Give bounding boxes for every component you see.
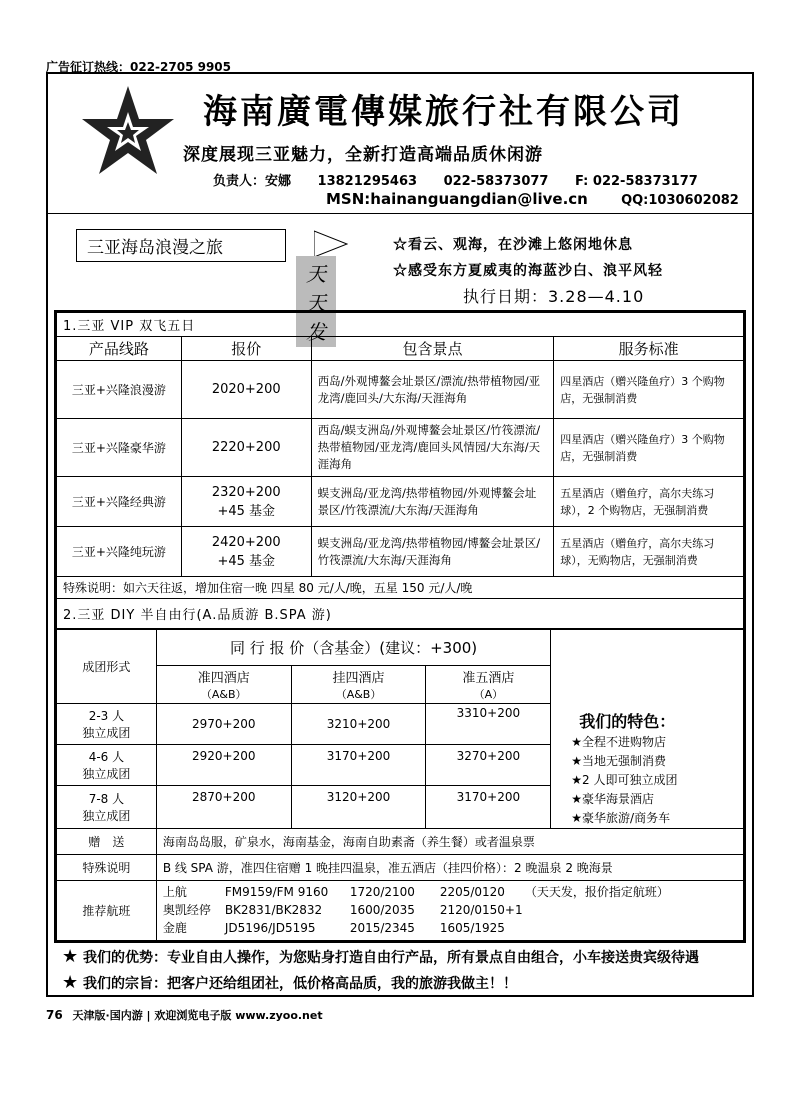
flight-no: FM9159/FM 9160 (224, 885, 329, 899)
time-out: 1600/2035 (349, 903, 415, 917)
group-count: 2-3 人 (88, 708, 125, 723)
group-count: 4-6 人 (88, 749, 125, 764)
feature-item: ★当地无强制消费 (571, 753, 667, 768)
hotel-name: 挂四酒店 (332, 671, 385, 686)
vip-note: 特殊说明：如六天往返，增加住宿一晚 四星 80 元/人/晚，五星 150 元/人/晚 (57, 577, 744, 599)
col-header-price: 报价 (181, 337, 311, 361)
product-line: 三亚+兴隆豪华游 (57, 419, 182, 477)
price: 3170+200 (426, 785, 551, 828)
hotel-col (426, 666, 551, 704)
features-title: 我们的特色： (579, 711, 676, 731)
hotel-name: 准五酒店 (462, 671, 515, 686)
price: 3310+200 (426, 704, 551, 745)
price-cell (181, 419, 311, 477)
group-size (57, 704, 157, 745)
flights (156, 880, 743, 940)
price: 2970+200 (156, 704, 291, 745)
company-name: 海南廣電傳媒旅行社有限公司 (203, 92, 684, 132)
flight-row (163, 883, 743, 901)
feature-item: ★全程不进购物店 (571, 734, 667, 749)
group-label: 成团形式 (57, 630, 157, 704)
flight-note: （天天发，报价指定航班） (524, 885, 669, 899)
group-size (57, 785, 157, 828)
star-icon: ★ (62, 972, 79, 993)
gift: 海南岛岛服，矿泉水，海南基金，海南自助素斋（养生餐）或者温泉票 (156, 828, 743, 854)
flight-no: BK2831/BK2832 (224, 903, 323, 917)
table-row (57, 477, 744, 527)
star-logo-icon (78, 84, 178, 184)
product-line: 三亚+兴隆经典游 (57, 477, 182, 527)
price-cell (181, 361, 311, 419)
price-cell (181, 527, 311, 577)
slogan: 深度展现三亚魅力，全新打造高端品质休闲游 (183, 145, 543, 165)
msn: MSN:hainanguangdian@live.cn (326, 190, 588, 208)
daily-badge: 天天发 (296, 256, 336, 347)
airline: 金鹿 (162, 921, 187, 935)
advantage-line (62, 946, 699, 967)
feature-item: ★豪华旅游/商务车 (571, 810, 671, 825)
price-cell (181, 477, 311, 527)
col-header-line: 产品线路 (57, 337, 182, 361)
spots: 西岛/外观博鳌会址景区/漂流/热带植物园/亚龙湾/鹿回头/大东海/天涯海角 (311, 361, 554, 419)
diy-section-title: 2.三亚 DIY 半自由行(A.品质游 B.SPA 游) (57, 599, 744, 629)
service: 五星酒店（赠鱼疗，高尔夫练习球），2 个购物店，无强制消费 (554, 477, 744, 527)
header (48, 74, 752, 214)
airline: 奥凯经停 (162, 903, 211, 917)
manager: 负责人：安娜 (213, 174, 292, 189)
price: 2020+200 (211, 382, 281, 397)
page-number: 76 (46, 1008, 63, 1022)
table-row (57, 704, 744, 745)
price-fund: +45 基金 (217, 553, 276, 569)
features-spacer (551, 630, 744, 704)
price: 2920+200 (156, 744, 291, 785)
special-note: B 线 SPA 游，准四住宿赠 1 晚挂四温泉，准五酒店（挂四价格）：2 晚温泉 2 晚海景 (156, 854, 743, 880)
feature-item: ★豪华海景酒店 (571, 791, 655, 806)
hotel-type: （A） (473, 688, 504, 701)
hotel-name: 准四酒店 (197, 671, 250, 686)
group-size (57, 744, 157, 785)
table-row (57, 527, 744, 577)
time-back: 2120/0150+1 (439, 903, 523, 917)
service: 五星酒店（赠鱼疗，高尔夫练习球），无购物店，无强制消费 (554, 527, 744, 577)
ad-hotline: 广告征订热线：022-2705 9905 (46, 60, 232, 74)
table-row (57, 419, 744, 477)
diy-table (56, 629, 744, 941)
price: 2320+200 (211, 484, 281, 500)
hotel-type: （A&B） (335, 688, 382, 701)
flight-no: JD5196/JD5195 (224, 921, 316, 935)
features-box (551, 704, 744, 829)
special-label: 特殊说明 (57, 854, 157, 880)
col-header-service: 服务标准 (554, 337, 744, 361)
qq: QQ:1030602082 (621, 193, 739, 208)
mission-line (62, 972, 517, 993)
star-icon: ★ (62, 946, 79, 967)
footer-text[interactable]: 天津版·国内游 | 欢迎浏览电子版 www.zyoo.net (72, 1009, 323, 1022)
price-tables (54, 310, 746, 943)
ad-frame (46, 72, 754, 997)
phone-mobile: 13821295463 (317, 174, 418, 189)
price: 3170+200 (291, 744, 426, 785)
col-header-spots: 包含景点 (311, 337, 554, 361)
group-count: 7-8 人 (88, 791, 125, 806)
hotel-col (291, 666, 426, 704)
time-out: 2015/2345 (349, 921, 415, 935)
arrow-icon (314, 230, 348, 258)
contact-line (213, 170, 720, 189)
spots: 蜈支洲岛/亚龙湾/热带植物园/博鳌会址景区/竹筏漂流/大东海/天涯海角 (311, 527, 554, 577)
execution-period: 执行日期：3.28—4.10 (463, 287, 645, 306)
price: 3210+200 (291, 704, 426, 745)
airline: 上航 (162, 885, 187, 899)
time-back: 1605/1925 (439, 921, 505, 935)
contact-online (326, 190, 739, 208)
feature-item: ★2 人即可独立成团 (571, 772, 678, 787)
advantage-text: 我们的优势：专业自由人操作，为您贴身打造自由行产品，所有景点自由组合，小车接送贵宾级待遇 (83, 950, 700, 966)
hotel-type: （A&B） (200, 688, 247, 701)
price: 3270+200 (426, 744, 551, 785)
product-line: 三亚+兴隆浪漫游 (57, 361, 182, 419)
mission-text: 我们的宗旨：把客户还给组团社，低价格高品质，我的旅游我做主！！ (83, 976, 518, 992)
flight-row (163, 919, 743, 937)
spots: 蜈支洲岛/亚龙湾/热带植物园/外观博鳌会址景区/竹筏漂流/大东海/天涯海角 (311, 477, 554, 527)
product-line: 三亚+兴隆纯玩游 (57, 527, 182, 577)
route-title: 三亚海岛浪漫之旅 (76, 229, 286, 262)
group-type: 独立成团 (82, 725, 131, 740)
price-fund: +45 基金 (217, 503, 276, 519)
table-row (57, 361, 744, 419)
price: 2870+200 (156, 785, 291, 828)
time-out: 1720/2100 (349, 885, 415, 899)
phone-office: 022-58373077 (443, 174, 549, 189)
flight-row (163, 901, 743, 919)
time-back: 2205/0120 (439, 885, 505, 899)
price: 3120+200 (291, 785, 426, 828)
group-type: 独立成团 (82, 808, 131, 823)
gift-label: 赠 送 (57, 828, 157, 854)
flights-label: 推荐航班 (57, 880, 157, 940)
feature-1: ☆看云、观海，在沙滩上悠闲地休息 (393, 237, 633, 253)
service: 四星酒店（赠兴隆鱼疗）3 个购物店，无强制消费 (554, 361, 744, 419)
footer (46, 1007, 323, 1023)
feature-2: ☆感受东方夏威夷的海蓝沙白、浪平风轻 (393, 263, 663, 279)
spots: 西岛/蜈支洲岛/外观博鳌会址景区/竹筏漂流/热带植物园/亚龙湾/鹿回头风情园/大东海/天涯海角 (311, 419, 554, 477)
vip-section-title: 1.三亚 VIP 双飞五日 (57, 313, 744, 337)
vip-table (56, 312, 744, 629)
price: 2220+200 (211, 440, 281, 455)
hotel-col (156, 666, 291, 704)
group-type: 独立成团 (82, 766, 131, 781)
price-title: 同 行 报 价（含基金）(建议：+300) (156, 630, 550, 666)
fax: F: 022-58373177 (575, 174, 698, 189)
service: 四星酒店（赠兴隆鱼疗）3 个购物店，无强制消费 (554, 419, 744, 477)
price: 2420+200 (211, 534, 281, 550)
